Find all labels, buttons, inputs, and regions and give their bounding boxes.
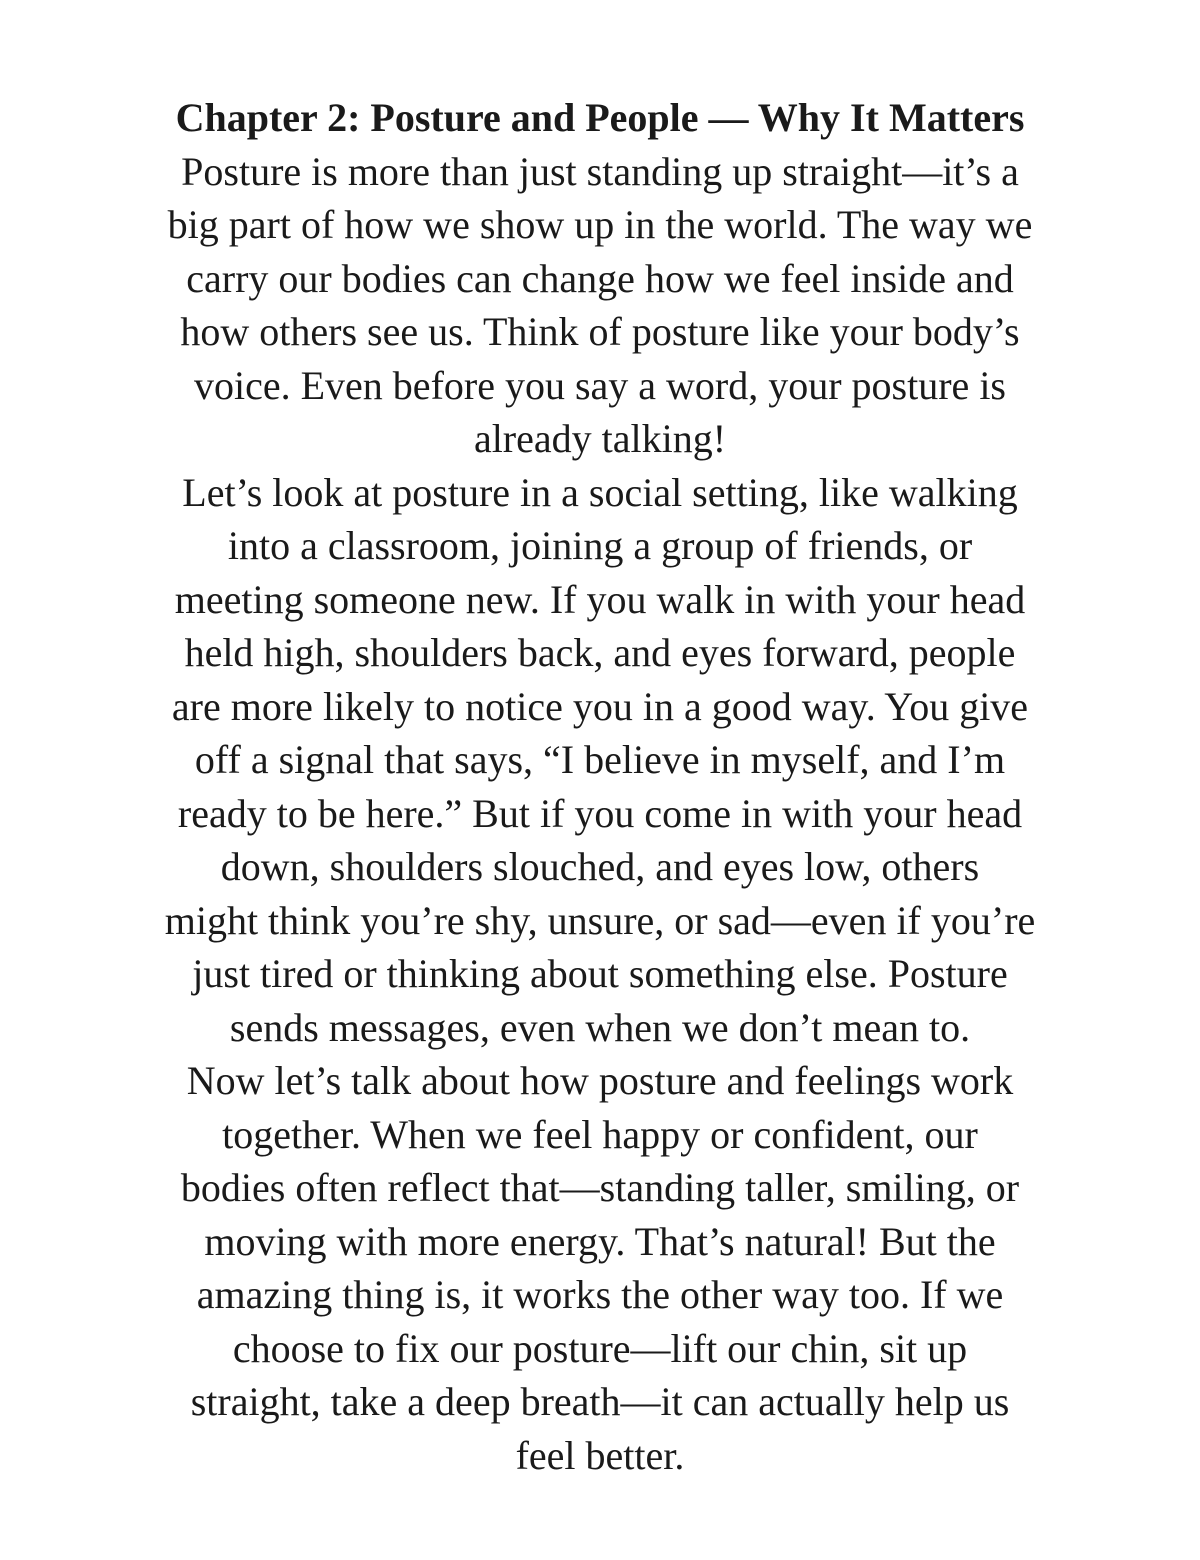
text-line: just tired or thinking about something else. Posture	[192, 951, 1008, 996]
document-page	[0, 91, 1200, 1482]
chapter-title: Chapter 2: Posture and People — Why It Matters	[175, 95, 1025, 140]
text-line: feel better.	[515, 1432, 685, 1478]
text-line: Let’s look at posture in a social setting, like walking	[182, 469, 1018, 515]
text-line: are more likely to notice you in a good way. You give	[171, 683, 1029, 729]
text-line: already talking!	[473, 416, 727, 461]
chapter-body	[0, 145, 1200, 1483]
text-line: together. When we feel happy or confident, our	[222, 1111, 978, 1157]
paragraph	[0, 466, 1200, 1055]
text-line: meeting someone new. If you walk in with your head	[174, 576, 1026, 622]
text-line: held high, shoulders back, and eyes forward, people	[184, 630, 1016, 675]
text-line: Now let’s talk about how posture and feelings work	[186, 1058, 1014, 1103]
text-line: amazing thing is, it works the other way too. If we	[196, 1272, 1004, 1317]
text-line: sends messages, even when we don’t mean to.	[229, 1004, 971, 1050]
text-line: straight, take a deep breath—it can actually help us	[190, 1379, 1010, 1424]
text-line: big part of how we show up in the world. The way we	[167, 202, 1033, 247]
text-line: might think you’re shy, unsure, or sad—even if you’re	[164, 897, 1036, 943]
text-line: Posture is more than just standing up straight—it’s a	[181, 148, 1019, 194]
paragraph	[0, 1054, 1200, 1482]
text-line: off a signal that says, “I believe in myself, and I’m	[194, 737, 1006, 782]
text-line: down, shoulders slouched, and eyes low, others	[220, 844, 980, 889]
text-line: moving with more energy. That’s natural! But the	[204, 1218, 996, 1264]
text-line: bodies often reflect that—standing taller, smiling, or	[180, 1165, 1020, 1210]
text-line: ready to be here.” But if you come in with your head	[177, 790, 1023, 836]
text-line: carry our bodies can change how we feel inside and	[186, 255, 1014, 301]
text-line: voice. Even before you say a word, your posture is	[194, 362, 1006, 408]
text-line: choose to fix our posture—lift our chin, sit up	[232, 1325, 968, 1371]
paragraph	[0, 145, 1200, 466]
text-line: into a classroom, joining a group of friends, or	[227, 523, 973, 568]
text-line: how others see us. Think of posture like your body’s	[180, 309, 1020, 354]
